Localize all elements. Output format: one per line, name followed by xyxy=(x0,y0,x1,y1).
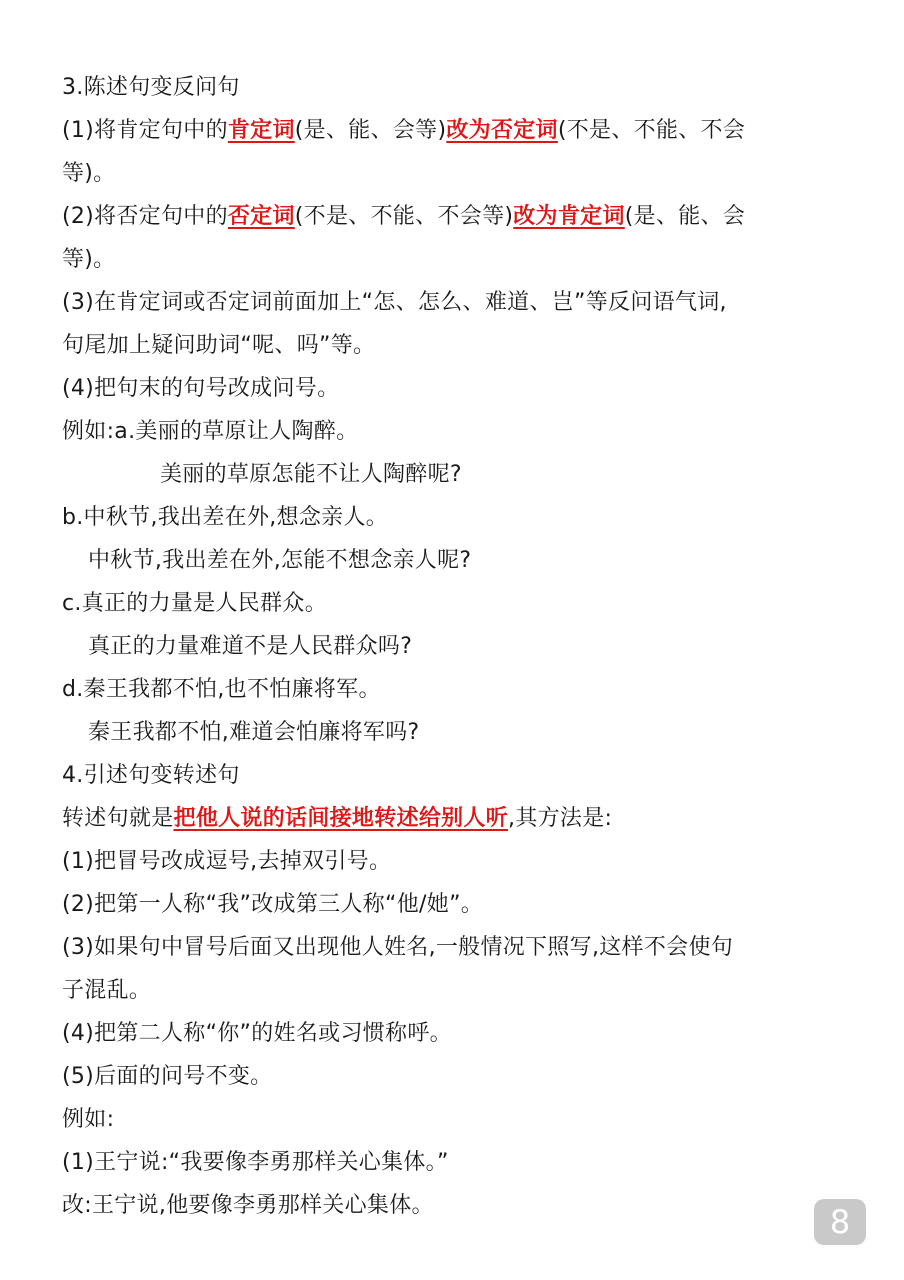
rule-2-line xyxy=(62,195,862,238)
example-d-answer: 秦王我都不怕,难道会怕廉将军吗? xyxy=(88,720,420,745)
method-2: (2)把第一人称“我”改成第三人称“他/她”。 xyxy=(62,892,484,917)
example-b: b.中秋节,我出差在外,想念亲人。 xyxy=(62,505,389,530)
section-heading-4: 4.引述句变转述句 xyxy=(62,763,240,788)
method-4: (4)把第二人称“你”的姓名或习惯称呼。 xyxy=(62,1021,452,1046)
example-b-answer: 中秋节,我出差在外,怎能不想念亲人呢? xyxy=(88,548,472,573)
definition-text: ,其方法是: xyxy=(508,806,613,831)
rule-3-continuation: 句尾加上疑问助词“呢、吗”等。 xyxy=(62,333,376,358)
highlight-term: 否定词 xyxy=(227,204,295,229)
example-a: 例如:a.美丽的草原让人陶醉。 xyxy=(62,419,359,444)
highlight-term: 把他人说的话间接地转述给别人听 xyxy=(173,806,509,831)
example-c: c.真正的力量是人民群众。 xyxy=(62,591,327,616)
rule-text: (不是、不能、不会等) xyxy=(294,204,514,229)
definition-line xyxy=(62,797,862,840)
method-5: (5)后面的问号不变。 xyxy=(62,1064,273,1089)
method-1: (1)把冒号改成逗号,去掉双引号。 xyxy=(62,849,392,874)
rule-4-line: (4)把句末的句号改成问号。 xyxy=(62,376,340,401)
highlight-term: 改为否定词 xyxy=(446,118,558,143)
example-a-answer: 美丽的草原怎能不让人陶醉呢? xyxy=(160,462,462,487)
rule-text: (是、能、会等) xyxy=(294,118,447,143)
examples-label: 例如: xyxy=(62,1107,115,1132)
rule-text: (是、能、会 xyxy=(624,204,746,229)
highlight-term: 改为肯定词 xyxy=(513,204,625,229)
rule-1-continuation: 等)。 xyxy=(62,161,116,186)
method-3-continuation: 子混乱。 xyxy=(62,978,152,1003)
rule-text: (1)将肯定句中的 xyxy=(62,118,228,143)
section-heading-3: 3.陈述句变反问句 xyxy=(62,75,240,100)
example-c-answer: 真正的力量难道不是人民群众吗? xyxy=(88,634,413,659)
document-body xyxy=(62,66,862,1227)
rule-2-continuation: 等)。 xyxy=(62,247,116,272)
definition-text: 转述句就是 xyxy=(62,806,174,831)
rule-text: (2)将否定句中的 xyxy=(62,204,228,229)
highlight-term: 肯定词 xyxy=(227,118,295,143)
example-1: (1)王宁说:“我要像李勇那样关心集体。” xyxy=(62,1150,449,1175)
example-d: d.秦王我都不怕,也不怕廉将军。 xyxy=(62,677,381,702)
rule-3-line: (3)在肯定词或否定词前面加上“怎、怎么、难道、岂”等反问语气词, xyxy=(62,290,727,315)
example-1-answer: 改:王宁说,他要像李勇那样关心集体。 xyxy=(62,1193,434,1218)
method-3: (3)如果句中冒号后面又出现他人姓名,一般情况下照写,这样不会使句 xyxy=(62,935,734,960)
page-number-badge: 8 xyxy=(814,1199,866,1245)
rule-1-line xyxy=(62,109,862,152)
rule-text: (不是、不能、不会 xyxy=(557,118,746,143)
